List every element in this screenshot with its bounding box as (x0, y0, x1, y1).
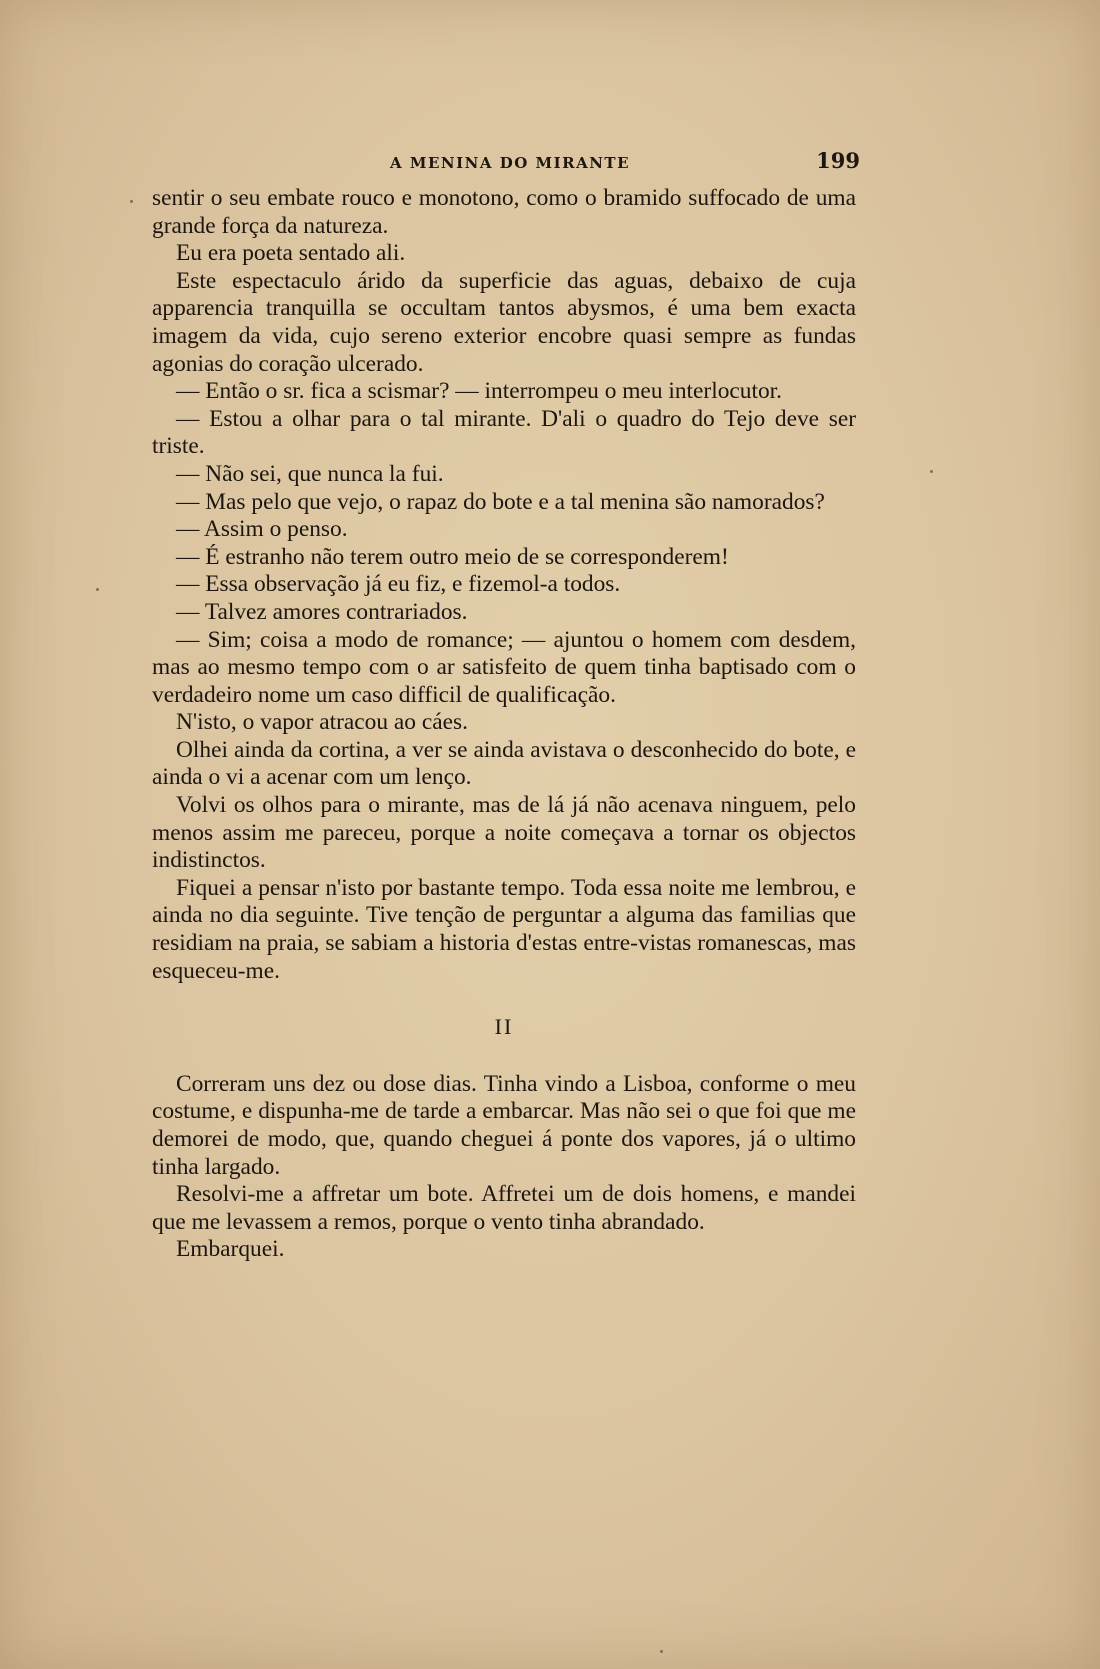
dialogue-line: — Essa observação já eu fiz, e fizemol-a todos. (176, 571, 621, 598)
dialogue-line: — Assim o penso. (176, 516, 348, 543)
dialogue-line: — É estranho não terem outro meio de se corresponderem! (176, 543, 729, 570)
running-title: A MENINA DO MIRANTE (390, 154, 631, 172)
paper-speck (96, 588, 99, 591)
paragraph: N'isto, o vapor atracou ao cáes. (176, 709, 468, 736)
paper-speck (130, 200, 133, 203)
paragraph: Olhei ainda da cortina, a ver se ainda avistava o desconhecido do bote, e ainda o vi a acenar com um lenço. (152, 736, 856, 791)
page-header (150, 150, 860, 174)
dialogue-line: — Estou a olhar para o tal mirante. D'ali o quadro do Tejo deve ser triste. (152, 405, 856, 460)
section-number: II (494, 1014, 514, 1040)
dialogue-line: — Então o sr. fica a scismar? — interrompeu o meu interlocutor. (176, 378, 783, 405)
dialogue-line: — Mas pelo que vejo, o rapaz do bote e a tal menina são namorados? (176, 488, 825, 515)
paragraph: Este espectaculo árido da superficie das aguas, debaixo de cuja apparencia tranquilla se occultam tantos abysmos, é uma bem exacta imagem da vida, cujo sereno exterior encobre quasi sempre as fundas agonias do coração ulcerado. (152, 267, 856, 377)
paper-speck (660, 1650, 663, 1653)
body-text (152, 185, 856, 1264)
paragraph: Resolvi-me a affretar um bote. Affretei um de dois homens, e mandei que me levassem a remos, porque o vento tinha abrandado. (152, 1181, 856, 1235)
dialogue-line: — Sim; coisa a modo de romance; — ajuntou o homem com desdem, mas ao mesmo tempo com o ar satisfeito de quem tinha baptisado com o verdadeiro nome um caso difficil de qualificação. (152, 626, 856, 708)
paper-speck (930, 470, 933, 473)
paragraph: Correram uns dez ou dose dias. Tinha vindo a Lisboa, conforme o meu costume, e dispunha-me de tarde a embarcar. Mas não sei o que foi que me demorei de modo, que, quando cheguei á ponte dos vapores, já o ultimo tinha largado. (152, 1070, 856, 1180)
dialogue-line: — Talvez amores contrariados. (176, 598, 468, 625)
dialogue-line: — Não sei, que nunca la fui. (176, 460, 444, 487)
paragraph: Volvi os olhos para o mirante, mas de lá já não acenava ninguem, pelo menos assim me pareceu, porque a noite começava a tornar os objectos indistinctos. (152, 792, 856, 874)
paragraph: sentir o seu embate rouco e monotono, como o bramido suffocado de uma grande força da natureza. (152, 185, 856, 239)
page-number: 199 (816, 148, 860, 173)
paragraph: Eu era poeta sentado ali. (176, 240, 406, 267)
paragraph: Fiquei a pensar n'isto por bastante tempo. Toda essa noite me lembrou, e ainda no dia seguinte. Tive tenção de perguntar a alguma das familias que residiam na praia, se sabiam a historia d'estas entre-vistas romanescas, mas esqueceu-me. (152, 874, 856, 984)
paragraph: Embarquei. (176, 1236, 285, 1263)
